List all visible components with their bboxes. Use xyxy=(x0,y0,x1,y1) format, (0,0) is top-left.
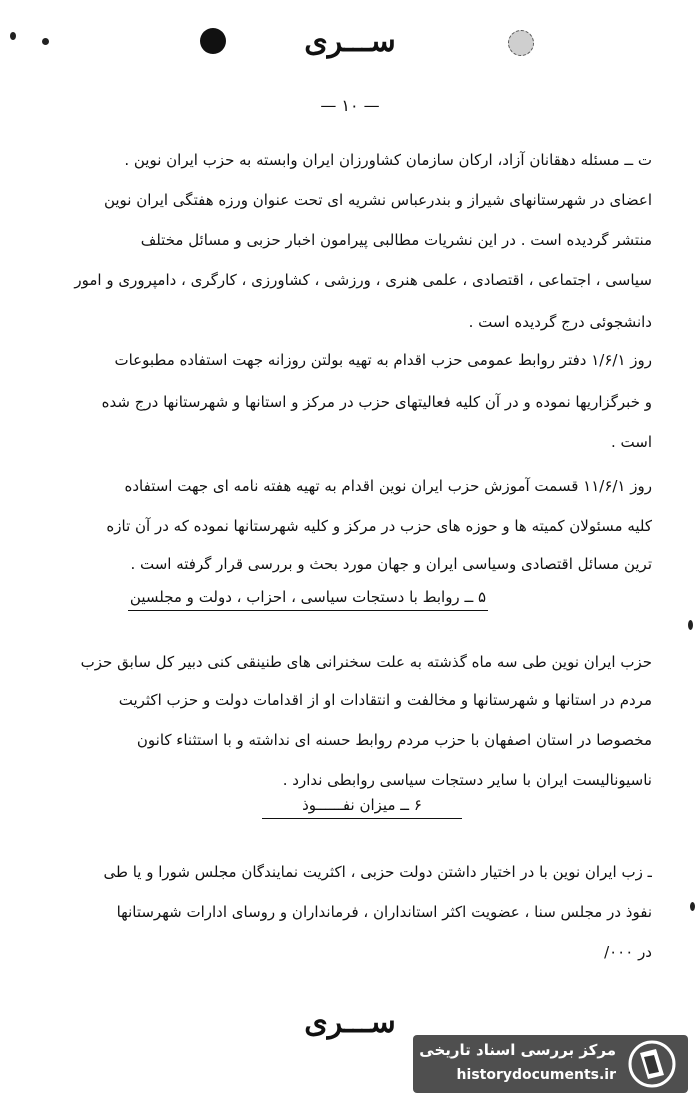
watermark xyxy=(413,1035,688,1093)
text-line: نفوذ در مجلس سنا ، عضویت اکثر استانداران ، فرمانداران و روسای ادارات شهرستانها xyxy=(116,903,652,921)
text-line: مخصوصا در استان اصفهان با حزب مردم روابط حسنه ای نداشته و با استثناء کانون xyxy=(136,731,652,749)
text-line: ت ــ مسئله دهقانان آزاد، ارکان سازمان کشاورزان ایران وابسته به حزب ایران نوین . xyxy=(124,151,652,169)
text-line: حزب ایران نوین طی سه ماه گذشته به علت سخنرانی های طنینقی کنی دبیر کل سابق حزب xyxy=(80,653,652,671)
scan-speck xyxy=(690,902,695,911)
text-line: کلیه مسئولان کمیته ها و حوزه های حزب در مرکز و کلیه شهرستانها نموده که در آن تازه xyxy=(106,517,652,535)
text-line: است . xyxy=(610,433,652,451)
text-line: روز ۱/۶/۱ دفتر روابط عمومی حزب اقدام به تهیه بولتن روزانه جهت استفاده مطبوعات xyxy=(114,351,652,369)
archive-logo-icon xyxy=(626,1039,678,1089)
text-line: روز ۱۱/۶/۱ قسمت آموزش حزب ایران نوین اقدام به تهیه هفته نامه ای جهت استفاده xyxy=(124,477,652,495)
text-line: ـ زب ایران نوین با در اختیار داشتن دولت حزبی ، اکثریت نمایندگان مجلس شورا و یا طی xyxy=(103,863,652,881)
text-line: ناسیونالیست ایران با سایر دستجات سیاسی روابطی ندارد . xyxy=(282,771,652,789)
text-line: در ۰۰۰/ xyxy=(604,943,652,961)
text-line: منتشر گردیده است . در این نشریات مطالبی پیرامون اخبار حزبی و مسائل مختلف xyxy=(140,231,652,249)
page-number: — ۱۰ — xyxy=(320,96,380,115)
watermark-title: مرکز بررسی اسناد تاریخی xyxy=(419,1041,616,1059)
classification-stamp-bottom: ســـری xyxy=(304,1005,396,1040)
text-line: مردم در استانها و شهرستانها و مخالفت و انتقادات او از اقدامات دولت و حزب اکثریت xyxy=(118,691,652,709)
text-line: ترین مسائل اقتصادی وسیاسی ایران و جهان مورد بحث و بررسی قرار گرفته است . xyxy=(130,555,652,573)
scan-speck xyxy=(688,620,693,630)
text-line: اعضای در شهرستانهای شیراز و بندرعباس نشریه ای تحت عنوان ورزه هفتگی ایران نوین xyxy=(103,191,652,209)
text-line: دانشجوئی درج گردیده است . xyxy=(468,313,652,331)
classification-stamp-top: ســـری xyxy=(304,24,396,59)
watermark-url: historydocuments.ir xyxy=(456,1067,616,1083)
section-heading-relations: ۵ ــ روابط با دستجات سیاسی ، احزاب ، دولت و مجلسین xyxy=(128,588,488,611)
text-line: سیاسی ، اجتماعی ، اقتصادی ، علمی هنری ، ورزشی ، کشاورزی ، کارگری ، دامپروری و امور xyxy=(74,271,652,289)
section-heading-influence: ۶ ــ میزان نفــــــوذ xyxy=(262,796,462,819)
text-line: و خبرگزاریها نموده و در آن کلیه فعالیتهای حزب در مرکز و استانها و شهرستانها درج شده xyxy=(101,393,652,411)
